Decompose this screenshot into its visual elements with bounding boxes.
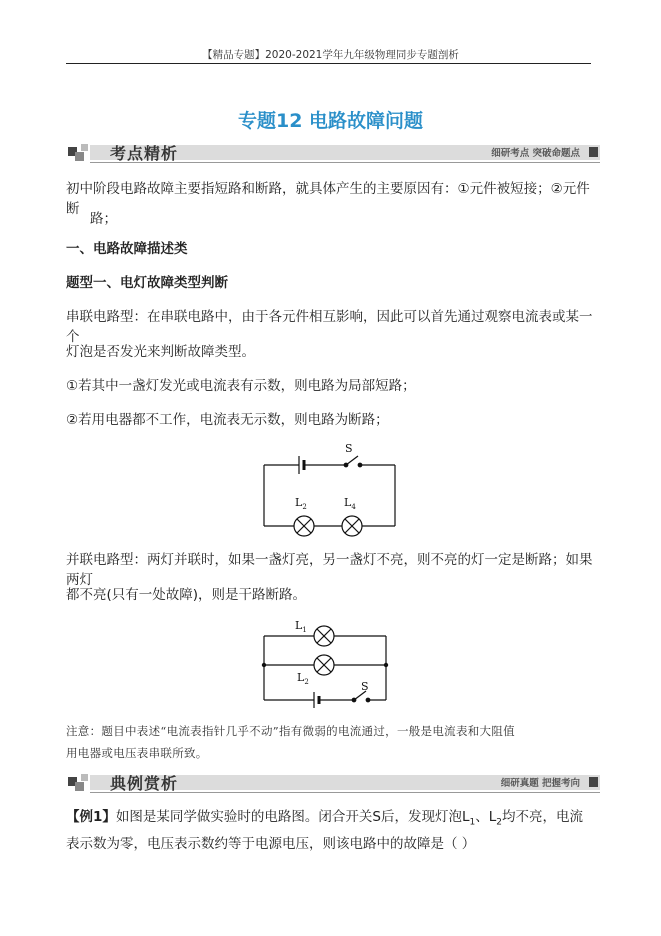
- example-label: 【例1】: [66, 809, 116, 825]
- intro-line-1: 初中阶段电路故障主要指短路和断路，就具体产生的主要原因有：①元件被短接；②元件断: [66, 181, 590, 217]
- switch-label: S: [361, 680, 369, 693]
- note-line-2: 用电器或电压表串联所致。: [66, 746, 208, 760]
- banner-end-square-icon: [589, 777, 598, 787]
- series-item-1: ①若其中一盏灯发光或电流表有示数，则电路为局部短路；: [66, 378, 416, 394]
- series-circuit-diagram: [255, 440, 405, 545]
- parallel-line-1: 并联电路型：两灯并联时，如果一盏灯亮，另一盏灯不亮，则不亮的灯一定是断路；如果两灯: [66, 552, 593, 588]
- switch-label: S: [345, 442, 353, 455]
- banner-label: 考点精析: [110, 144, 179, 163]
- parallel-line-2: 都不亮(只有一处故障)，则是干路断路。: [66, 587, 307, 603]
- section-banner-examples: [66, 772, 600, 794]
- banner-underline: [90, 162, 600, 163]
- banner-square-icon: [75, 782, 84, 791]
- lamp-right-label: $L_4$: [344, 496, 356, 511]
- series-line-1: 串联电路型：在串联电路中，由于各元件相互影响，因此可以首先通过观察电流表或某一个: [66, 309, 593, 345]
- heading-lamp-fault-type: 题型一、电灯故障类型判断: [66, 275, 228, 291]
- note-line-1: 注意：题目中表述“电流表指针几乎不动”指有微弱的电流通过，一般是电流表和大阻值: [66, 724, 515, 738]
- example-1-line-1: 【例1】如图是某同学做实验时的电路图。闭合开关S后，发现灯泡$L_1$、$L_2$均不亮，电流: [66, 809, 583, 828]
- banner-end-square-icon: [589, 147, 598, 157]
- banner-tagline: 细研考点 突破命题点: [491, 148, 580, 159]
- section-banner-key-points: [66, 142, 600, 164]
- banner-square-icon: [75, 152, 84, 161]
- banner-underline: [90, 792, 600, 793]
- lamp-top-label: $L_1$: [295, 619, 307, 634]
- page-title: 专题12 电路故障问题: [237, 110, 424, 132]
- heading-fault-description: 一、电路故障描述类: [66, 241, 188, 257]
- intro-line-2: 路；: [90, 211, 117, 227]
- banner-square-icon: [81, 774, 88, 781]
- banner-label: 典例赏析: [110, 774, 179, 793]
- example-1-line-2: 表示数为零，电压表示数约等于电源电压，则该电路中的故障是（ ）: [66, 836, 476, 852]
- series-line-2: 灯泡是否发光来判断故障类型。: [66, 344, 255, 360]
- banner-square-icon: [81, 144, 88, 151]
- page-header: 【精品专题】2020-2021学年九年级物理同步专题剖析: [202, 49, 459, 61]
- lamp-bottom-label: $L_2$: [297, 671, 309, 686]
- series-item-2: ②若用电器都不工作，电流表无示数，则电路为断路；: [66, 412, 389, 428]
- banner-tagline: 细研真题 把握考向: [500, 778, 580, 789]
- parallel-circuit-diagram: [255, 612, 405, 717]
- header-divider: [66, 63, 591, 64]
- junction-dot-right: [384, 663, 388, 667]
- switch-blade: [346, 456, 358, 465]
- junction-dot-left: [262, 663, 266, 667]
- lamp-left-label: $L_2$: [295, 496, 307, 511]
